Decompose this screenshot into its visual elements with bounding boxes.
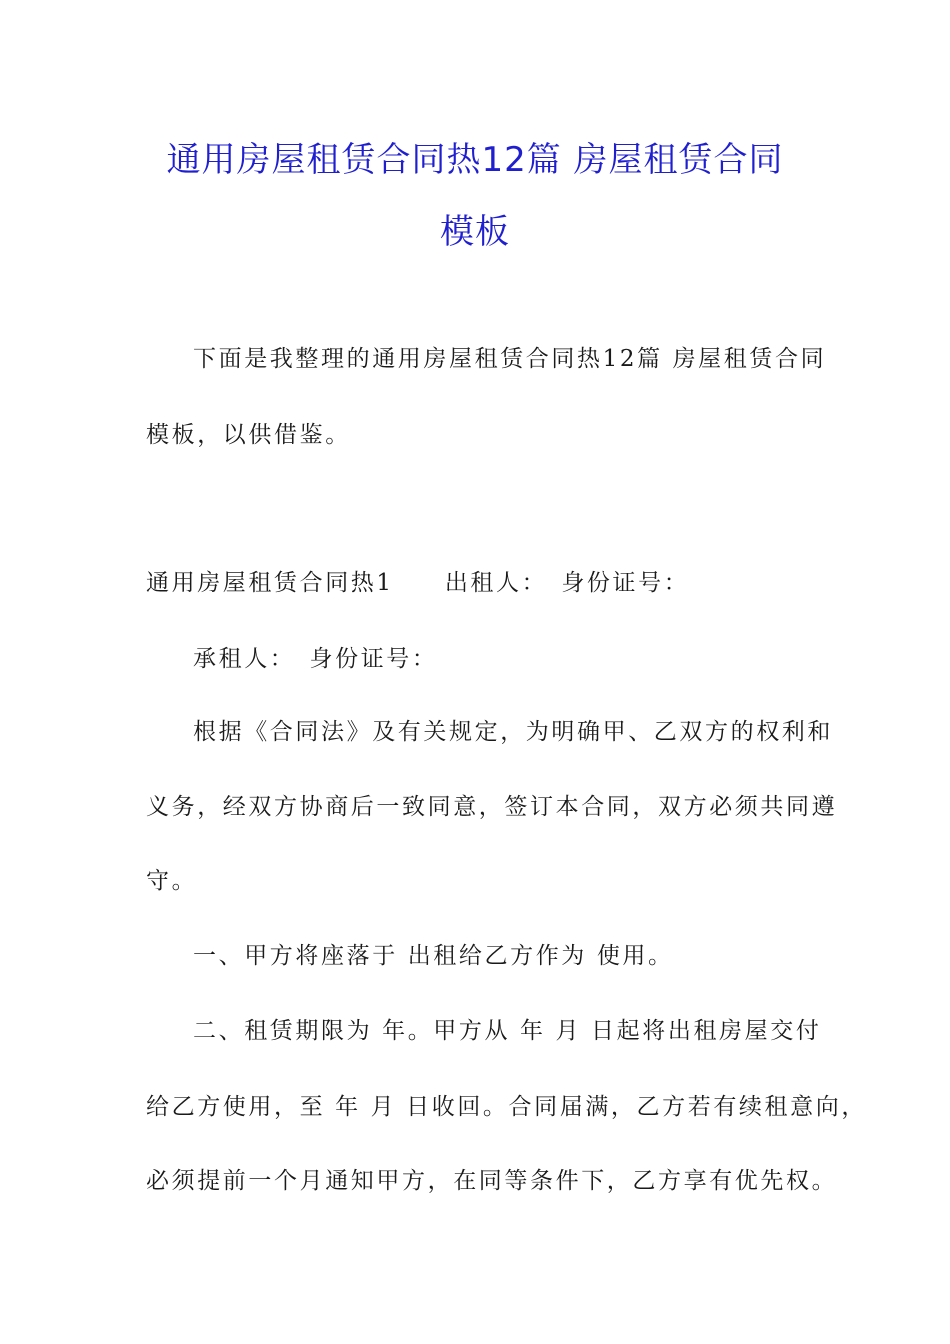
clause-2-line-1: 二、租赁期限为 年。甲方从 年 月 日起将出租房屋交付 (193, 1018, 822, 1044)
intro-paragraph-line-1: 下面是我整理的通用房屋租赁合同热12篇 房屋租赁合同 (193, 346, 827, 372)
basis-paragraph-line-3: 守。 (146, 868, 198, 894)
document-title-line-1: 通用房屋租赁合同热12篇 房屋租赁合同 (166, 140, 784, 180)
document-title-line-2: 模板 (440, 212, 510, 252)
contract-1-heading: 通用房屋租赁合同热1 出租人： 身份证号： (146, 570, 690, 596)
lessee-line: 承租人： 身份证号： (193, 646, 438, 672)
basis-paragraph-line-1: 根据《合同法》及有关规定，为明确甲、乙双方的权利和 (193, 719, 833, 745)
clause-1: 一、甲方将座落于 出租给乙方作为 使用。 (193, 943, 674, 969)
basis-paragraph-line-2: 义务，经双方协商后一致同意，签订本合同，双方必须共同遵 (146, 794, 838, 820)
intro-paragraph-line-2: 模板，以供借鉴。 (146, 422, 351, 448)
clause-2-line-2: 给乙方使用，至 年 月 日收回。合同届满，乙方若有续租意向， (146, 1094, 867, 1120)
clause-2-line-3: 必须提前一个月通知甲方，在同等条件下，乙方享有优先权。 (146, 1168, 838, 1194)
